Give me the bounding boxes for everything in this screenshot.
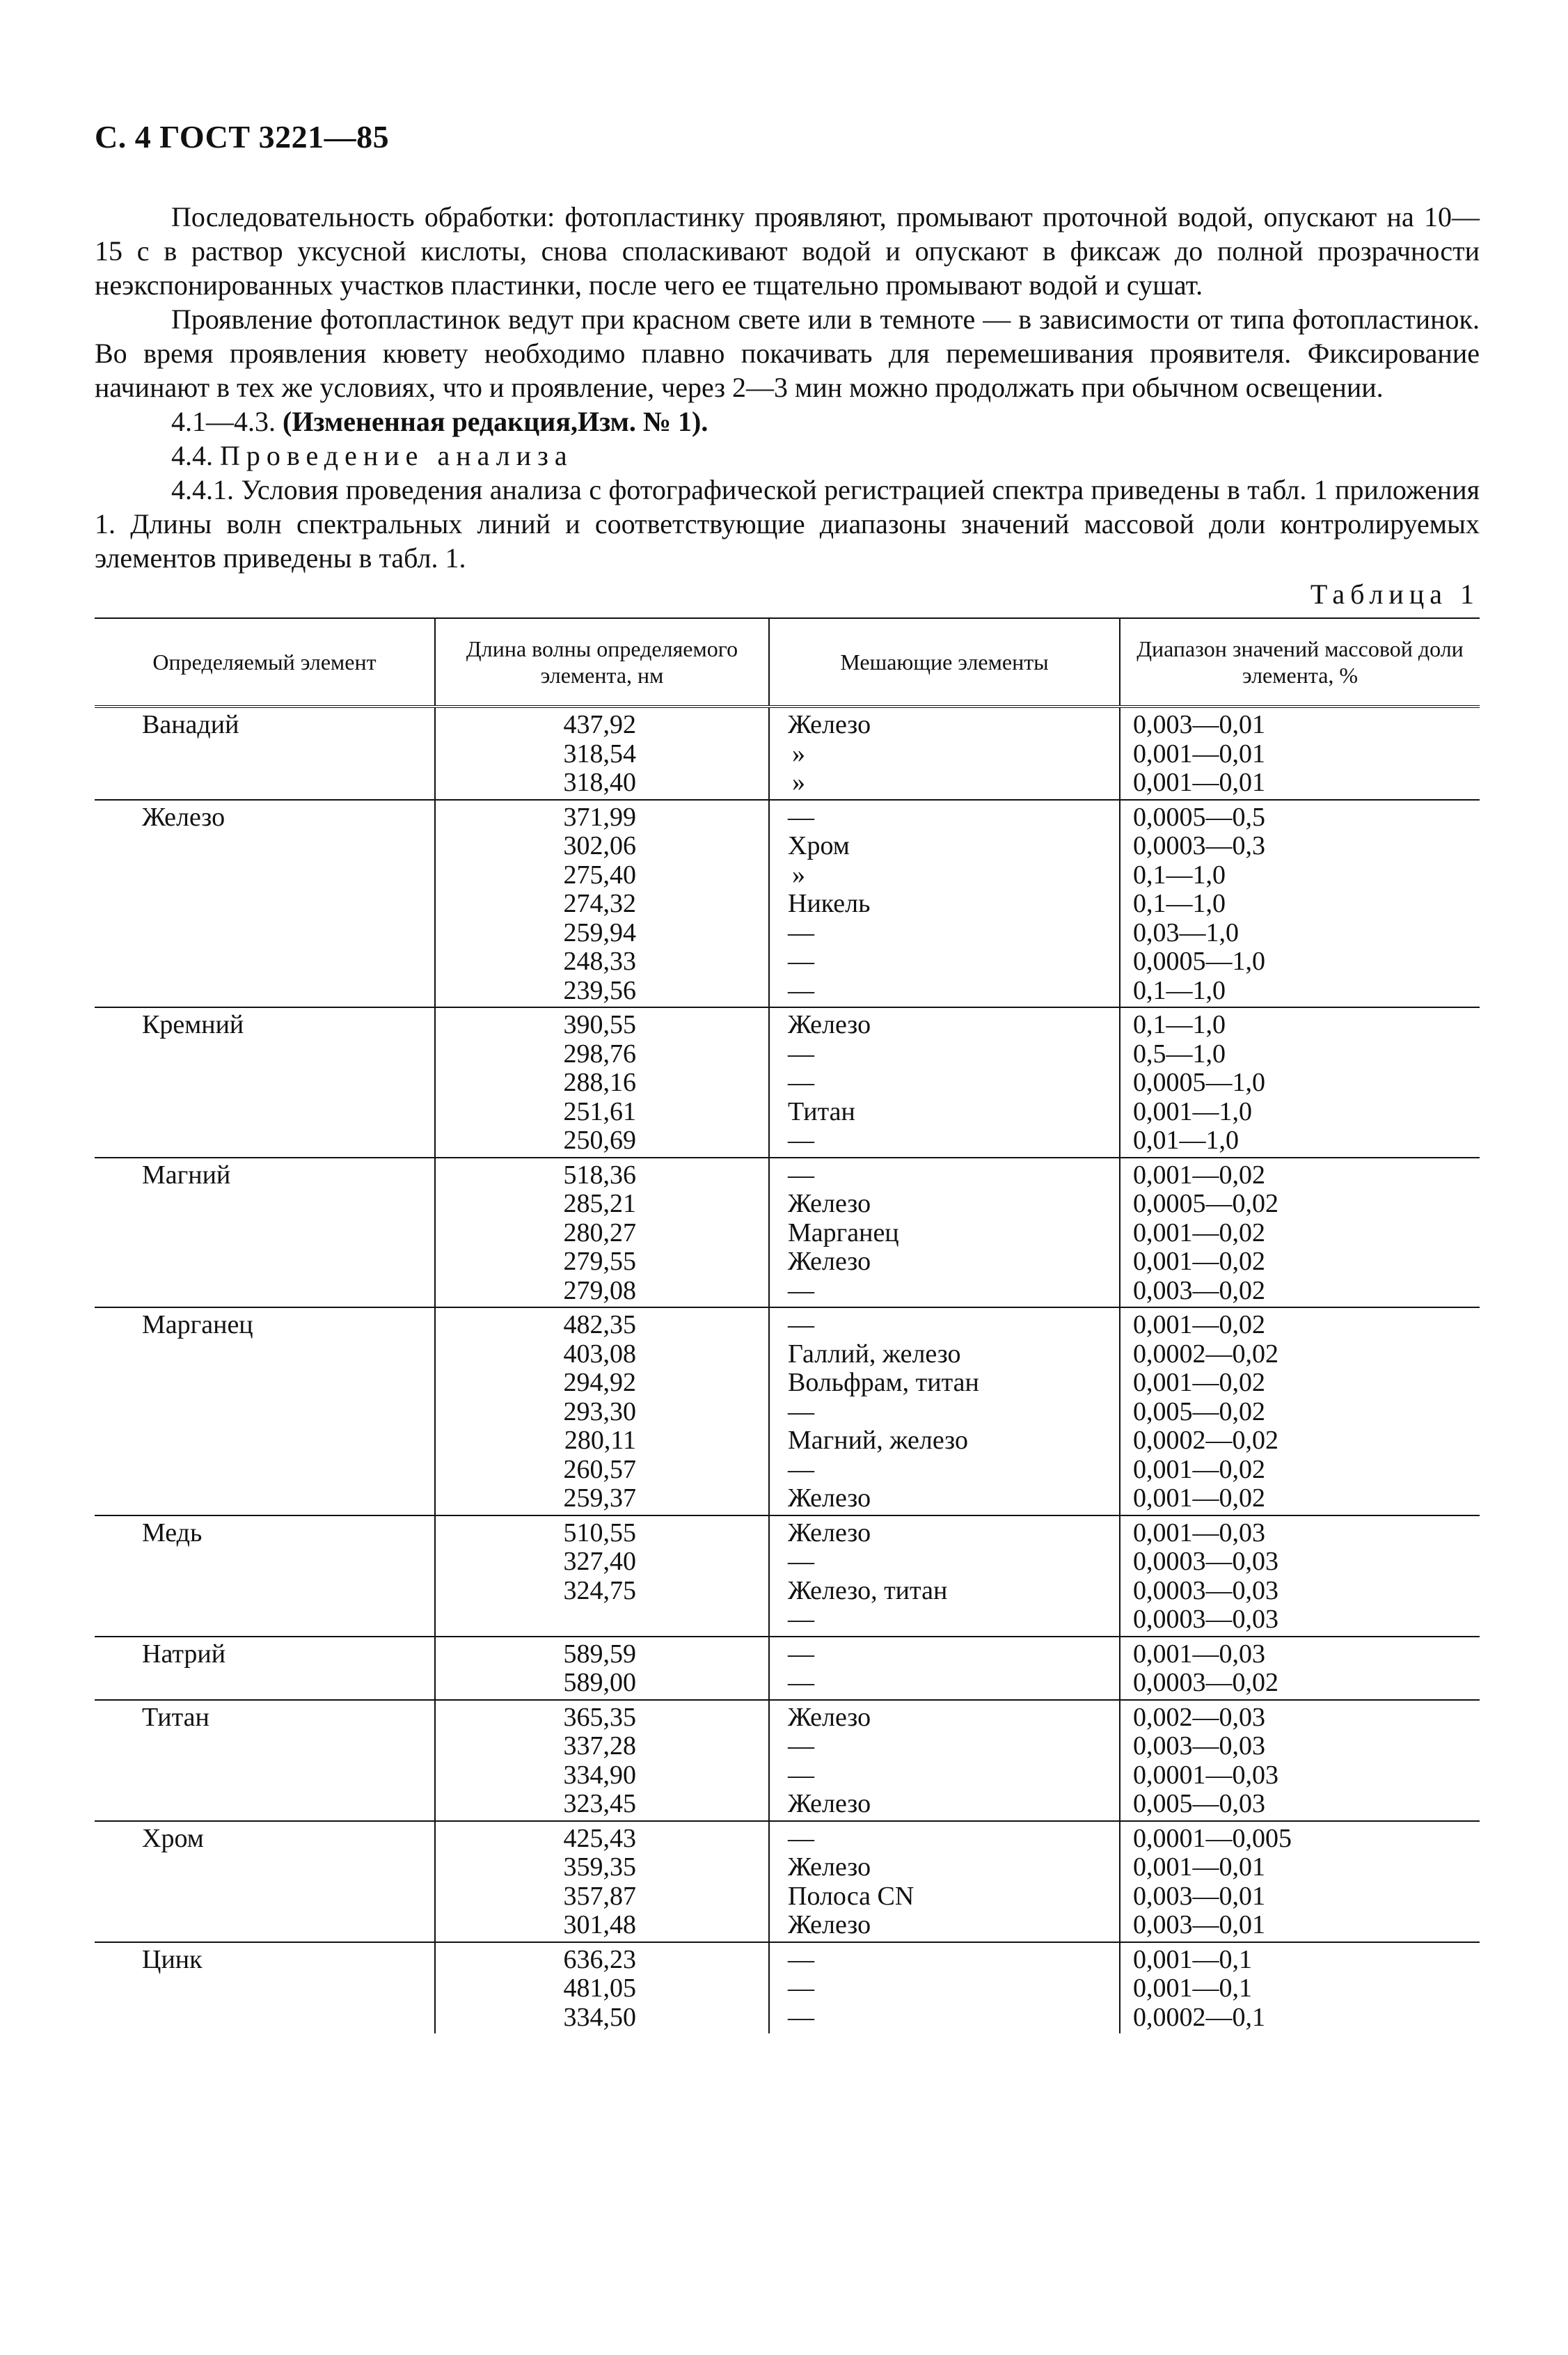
interfering-value: —: [788, 2002, 814, 2032]
cell-range: [1120, 1700, 1480, 1821]
range-value: 0,005—0,02: [1133, 1396, 1265, 1426]
wavelength-value: 425,43: [563, 1823, 636, 1853]
wavelength-value: 285,21: [563, 1189, 636, 1218]
range-value: 0,001—0,1: [1133, 1974, 1252, 2003]
interfering-value: —: [788, 1605, 814, 1634]
wavelength-value: 259,37: [563, 1483, 636, 1513]
interfering-value: —: [788, 1039, 814, 1069]
range-value: 0,003—0,02: [1133, 1275, 1265, 1305]
header-range: Диапазон значений массовой доли элемента, %: [1120, 618, 1480, 707]
cell-wavelength: [435, 1942, 769, 2034]
cell-wavelength: [435, 707, 769, 800]
table-row: [95, 1307, 1480, 1515]
range-value: 0,001—0,01: [1133, 1852, 1265, 1882]
interfering-value: Полоса CN: [788, 1881, 914, 1911]
range-value: 0,0003—0,03: [1133, 1575, 1278, 1605]
range-value: 0,1—1,0: [1133, 1010, 1226, 1039]
table-row: [95, 1007, 1480, 1158]
range-value: 0,001—0,01: [1133, 768, 1265, 797]
wavelength-value: 318,54: [563, 739, 636, 769]
wavelength-value: 437,92: [563, 710, 636, 739]
wavelength-value: 323,45: [563, 1789, 636, 1818]
wavelength-value: 324,75: [563, 1575, 636, 1605]
cell-range: [1120, 1637, 1480, 1700]
range-value: 0,0001—0,005: [1133, 1823, 1292, 1853]
cell-range: [1120, 1158, 1480, 1308]
wavelength-value: 298,76: [563, 1039, 636, 1069]
wavelength-value: 302,06: [563, 831, 636, 860]
interfering-value: —: [788, 1547, 814, 1576]
wavelength-value: 482,35: [563, 1310, 636, 1339]
header-element: Определяемый элемент: [95, 618, 435, 707]
cell-wavelength: [435, 1515, 769, 1637]
range-value: 0,003—0,01: [1133, 1881, 1265, 1911]
range-value: 0,002—0,03: [1133, 1702, 1265, 1732]
interfering-value: —: [788, 1731, 814, 1761]
wavelength-value: 259,94: [563, 917, 636, 947]
cell-wavelength: [435, 1700, 769, 1821]
cell-interfering: [769, 1307, 1120, 1515]
cell-element: Цинк: [142, 1944, 203, 1974]
wavelength-value: 518,36: [563, 1160, 636, 1190]
table-row: [95, 1942, 1480, 2034]
range-value: 0,0003—0,03: [1133, 1605, 1278, 1634]
section-title: Проведение анализа: [220, 440, 573, 471]
cell-interfering: [769, 1942, 1120, 2034]
table-row: [95, 1158, 1480, 1308]
range-value: 0,1—1,0: [1133, 860, 1226, 890]
wavelength-value: 481,05: [563, 1974, 636, 2003]
interfering-value: —: [788, 802, 814, 832]
interfering-value: Галлий, железо: [788, 1339, 961, 1369]
range-value: 0,0005—0,02: [1133, 1189, 1278, 1218]
cell-interfering: [769, 1515, 1120, 1637]
interfering-value: Железо: [788, 1518, 871, 1547]
interfering-value: Железо: [788, 1189, 871, 1218]
header-interfering: Мешающие элементы: [769, 618, 1120, 707]
range-value: 0,001—0,01: [1133, 739, 1265, 769]
cell-element: Марганец: [95, 1307, 435, 1515]
wavelength-value: 248,33: [563, 947, 636, 976]
wavelength-value: 390,55: [563, 1010, 636, 1039]
wavelength-value: 280,27: [563, 1218, 636, 1247]
range-value: 0,001—0,02: [1133, 1247, 1265, 1276]
cell-interfering: [769, 1637, 1120, 1700]
interfering-value: —: [788, 1068, 814, 1097]
range-value: 0,0002—0,02: [1133, 1426, 1278, 1455]
range-value: 0,001—1,0: [1133, 1096, 1252, 1126]
page-header: С. 4 ГОСТ 3221—85: [95, 119, 390, 155]
range-value: 0,0005—1,0: [1133, 947, 1265, 976]
amendment-note: [171, 404, 1480, 439]
interfering-value: —: [788, 1823, 814, 1853]
cell-element: Натрий: [95, 1637, 435, 1700]
cell-interfering: [769, 1007, 1120, 1158]
paragraph-processing: Последовательность обработки: фотопластинку проявляют, промывают проточной водой, опускают на 10—15 с в раствор уксусной кислоты, снова споласкивают водой и опускают в фиксаж до полной прозрачности неэкспонированных участков пластинки, после чего ее тщательно промывают водой и сушат.: [95, 201, 1480, 301]
interfering-value: —: [788, 1974, 814, 2003]
wavelength-value: 334,90: [563, 1760, 636, 1790]
wavelength-value: 403,08: [563, 1339, 636, 1369]
range-value: 0,001—0,02: [1133, 1310, 1265, 1339]
interfering-value: —: [788, 1160, 814, 1190]
range-value: 0,1—1,0: [1133, 975, 1226, 1005]
cell-wavelength: [435, 1821, 769, 1942]
cell-range: [1120, 1821, 1480, 1942]
table-row: [95, 707, 1480, 800]
interfering-value: Марганец: [788, 1218, 899, 1247]
interfering-value: —: [788, 1639, 814, 1669]
table-caption: Таблица 1: [1310, 578, 1480, 610]
wavelength-value: 636,23: [563, 1944, 636, 1974]
interfering-value: —: [788, 947, 814, 976]
cell-range: [1120, 1942, 1480, 2034]
wavelength-value: 251,61: [563, 1096, 636, 1126]
wavelength-value: 260,57: [563, 1454, 636, 1484]
cell-element: Кремний: [95, 1007, 435, 1158]
range-value: 0,001—0,02: [1133, 1368, 1265, 1397]
interfering-value: Хром: [788, 831, 850, 860]
interfering-value: Железо: [788, 1702, 871, 1732]
wavelength-value: 365,35: [563, 1702, 636, 1732]
table-row: [95, 1821, 1480, 1942]
cell-element: Магний: [95, 1158, 435, 1308]
interfering-value: »: [792, 768, 805, 797]
interfering-value: —: [788, 975, 814, 1005]
wavelength-value: 359,35: [563, 1852, 636, 1882]
range-value: 0,0003—0,02: [1133, 1668, 1278, 1697]
document-page: [95, 118, 1480, 2033]
wavelength-value: 371,99: [563, 802, 636, 832]
table-row: [95, 800, 1480, 1008]
interfering-value: —: [788, 1944, 814, 1974]
range-value: 0,0002—0,02: [1133, 1339, 1278, 1369]
cell-wavelength: [435, 1158, 769, 1308]
interfering-value: Железо: [788, 1852, 871, 1882]
range-value: 0,001—0,02: [1133, 1454, 1265, 1484]
interfering-value: —: [788, 1760, 814, 1790]
interfering-value: Железо: [788, 1010, 871, 1039]
range-value: 0,001—0,03: [1133, 1518, 1265, 1547]
cell-wavelength: [435, 1637, 769, 1700]
wavelength-value: 589,00: [563, 1668, 636, 1697]
range-value: 0,001—0,03: [1133, 1639, 1265, 1669]
cell-range: [1120, 707, 1480, 800]
cell-wavelength: [435, 1307, 769, 1515]
cell-wavelength: [435, 800, 769, 1008]
wavelength-value: 589,59: [563, 1639, 636, 1669]
range-value: 0,003—0,03: [1133, 1731, 1265, 1761]
interfering-value: Вольфрам, титан: [788, 1368, 979, 1397]
cell-element: Титан: [95, 1700, 435, 1821]
range-value: 0,003—0,01: [1133, 710, 1265, 739]
wavelength-value: 250,69: [563, 1126, 636, 1155]
interfering-value: —: [788, 1454, 814, 1484]
cell-interfering: [769, 707, 1120, 800]
cell-range: [1120, 800, 1480, 1008]
range-value: 0,0003—0,03: [1133, 1547, 1278, 1576]
range-value: 0,03—1,0: [1133, 917, 1239, 947]
wavelength-value: 294,92: [563, 1368, 636, 1397]
range-value: 0,001—0,02: [1133, 1160, 1265, 1190]
range-value: 0,0002—0,1: [1133, 2002, 1265, 2032]
cell-element: Ванадий: [95, 707, 435, 800]
table-row: [95, 1637, 1480, 1700]
interfering-value: Железо: [788, 1789, 871, 1818]
paragraph-4-4-1: 4.4.1. Условия проведения анализа с фотографической регистрацией спектра приведены в табл. 1 приложения 1. Длины волн спектральных линий и соответствующие диапазоны значений массовой доли контролируемых элементов приведены в табл. 1.: [95, 474, 1480, 574]
interfering-value: Никель: [788, 889, 871, 918]
cell-interfering: [769, 1700, 1120, 1821]
cell-interfering: [769, 800, 1120, 1008]
interfering-value: —: [788, 1396, 814, 1426]
amendment-ref: 4.1—4.3.: [171, 406, 276, 437]
wavelength-value: 357,87: [563, 1881, 636, 1911]
cell-range: [1120, 1307, 1480, 1515]
wavelength-value: 288,16: [563, 1068, 636, 1097]
interfering-value: —: [788, 1275, 814, 1305]
interfering-value: Железо, титан: [788, 1575, 948, 1605]
range-value: 0,01—1,0: [1133, 1126, 1239, 1155]
cell-range: [1120, 1007, 1480, 1158]
wavelength-value: 279,08: [563, 1275, 636, 1305]
range-value: 0,0001—0,03: [1133, 1760, 1278, 1790]
cell-interfering: [769, 1821, 1120, 1942]
wavelength-value: 318,40: [563, 768, 636, 797]
cell-wavelength: [435, 1007, 769, 1158]
range-value: 0,0005—1,0: [1133, 1068, 1265, 1097]
wavelength-value: 280,11: [564, 1426, 636, 1455]
wavelength-value: 293,30: [563, 1396, 636, 1426]
wavelength-value: 510,55: [563, 1518, 636, 1547]
amendment-text: (Измененная редакция,Изм. № 1).: [283, 406, 708, 437]
range-value: 0,5—1,0: [1133, 1039, 1226, 1069]
cell-range: [1120, 1515, 1480, 1637]
interfering-value: —: [788, 1126, 814, 1155]
table-row: [95, 1700, 1480, 1821]
range-value: 0,001—0,1: [1133, 1944, 1252, 1974]
interfering-value: »: [792, 739, 805, 769]
interfering-value: —: [788, 1310, 814, 1339]
interfering-value: Титан: [788, 1096, 855, 1126]
header-wavelength: Длина волны определяемого элемента, нм: [435, 618, 769, 707]
cell-element: Хром: [95, 1821, 435, 1942]
range-value: 0,1—1,0: [1133, 889, 1226, 918]
interfering-value: Железо: [788, 1247, 871, 1276]
range-value: 0,003—0,01: [1133, 1910, 1265, 1939]
interfering-value: —: [788, 917, 814, 947]
interfering-value: Магний, железо: [788, 1426, 968, 1455]
interfering-value: Железо: [788, 710, 871, 739]
interfering-value: Железо: [788, 1910, 871, 1939]
table-row: [95, 1515, 1480, 1637]
wavelength-value: 239,56: [563, 975, 636, 1005]
section-heading: [171, 439, 1480, 473]
wavelength-value: [443, 1605, 636, 1635]
range-value: 0,001—0,02: [1133, 1483, 1265, 1513]
range-value: 0,005—0,03: [1133, 1789, 1265, 1818]
wavelength-value: 301,48: [563, 1910, 636, 1939]
wavelength-value: 275,40: [563, 860, 636, 890]
wavelength-value: 274,32: [563, 889, 636, 918]
cell-element: Медь: [95, 1515, 435, 1637]
wavelength-value: 279,55: [563, 1247, 636, 1276]
range-value: 0,001—0,02: [1133, 1218, 1265, 1247]
spectral-lines-table: [95, 617, 1480, 2033]
table-header-row: [95, 618, 1480, 707]
interfering-value: —: [788, 1668, 814, 1697]
interfering-value: Железо: [788, 1483, 871, 1513]
paragraph-development: Проявление фотопластинок ведут при красном свете или в темноте — в зависимости от типа фотопластинок. Во время проявления кювету необходимо плавно покачивать для перемешивания проявителя. Фиксирование начинают в тех же условиях, что и проявление, через 2—3 мин можно продолжать при обычном освещении.: [95, 304, 1480, 403]
cell-element: Железо: [95, 800, 435, 1008]
section-number: 4.4.: [171, 440, 213, 471]
wavelength-value: 337,28: [563, 1731, 636, 1761]
range-value: 0,0003—0,3: [1133, 831, 1265, 860]
range-value: 0,0005—0,5: [1133, 802, 1265, 832]
interfering-value: »: [792, 860, 805, 890]
cell-interfering: [769, 1158, 1120, 1308]
wavelength-value: 334,50: [563, 2002, 636, 2032]
wavelength-value: 327,40: [563, 1547, 636, 1576]
